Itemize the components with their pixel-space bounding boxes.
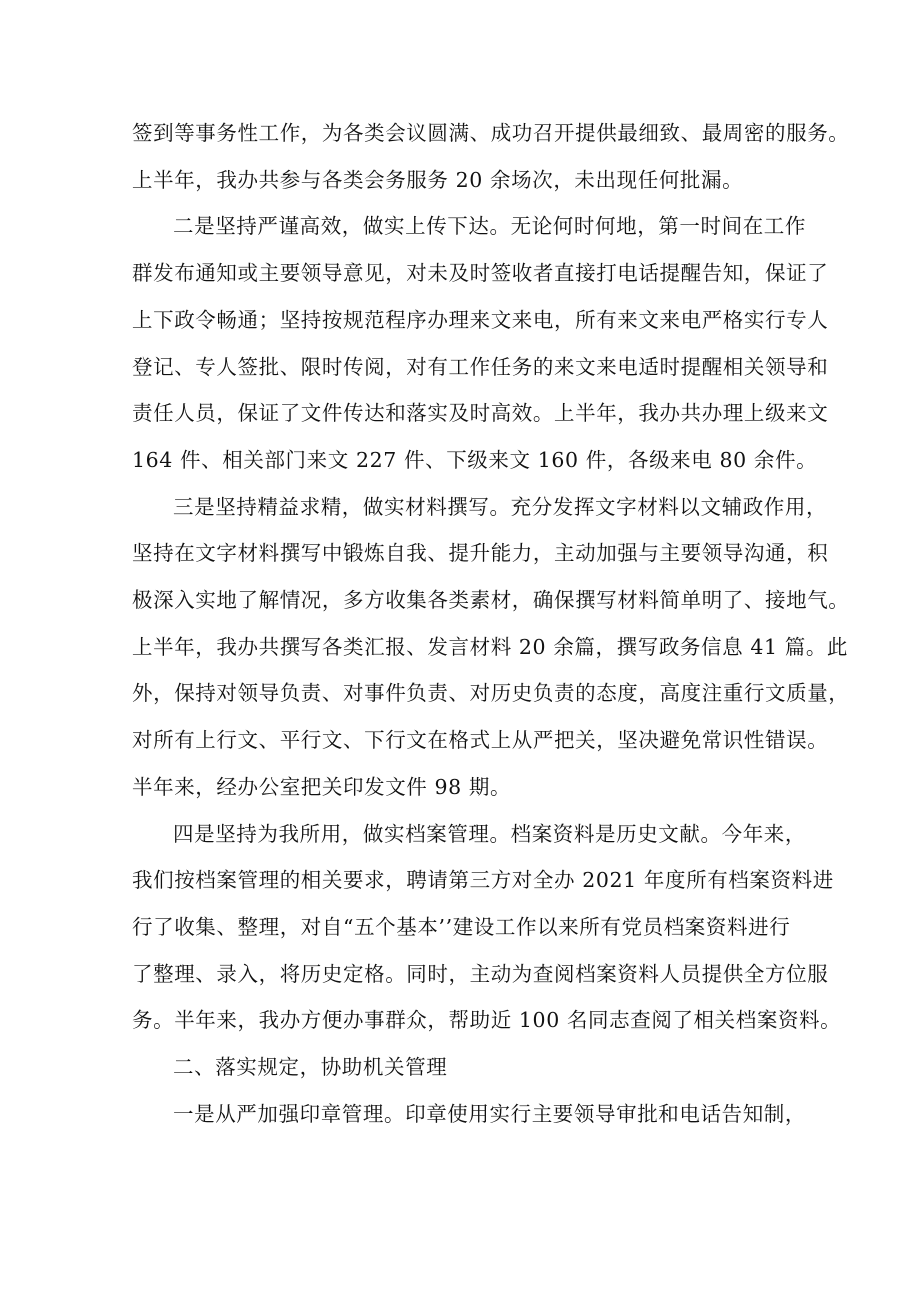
text-line: 务。半年来，我办方便办事群众，帮助近 100 名同志查阅了相关档案资料。 <box>132 1008 842 1033</box>
section-heading-agency-management <box>132 1044 802 1091</box>
text-line: 上半年，我办共参与各类会务服务 20 余场次，未出现任何批漏。 <box>132 167 744 192</box>
paragraph-material-writing <box>132 484 850 811</box>
text-line: 签到等事务性工作，为各类会议圆满、成功召开提供最细致、最周密的服务。 <box>132 121 850 145</box>
text-line: 坚持在文字材料撰写中锻炼自我、提升能力，主动加强与主要领导沟通，积 <box>132 541 829 566</box>
text-line: 164 件、相关部门来文 227 件、下级来文 160 件，各级来电 80 余件。 <box>132 447 818 472</box>
text-line: 行了收集、整理，对自“五个基本’’建设工作以来所有党员档案资料进行 <box>132 914 791 939</box>
text-line: 极深入实地了解情况，多方收集各类素材，确保撰写材料简单明了、接地气。 <box>132 588 850 613</box>
text-line: 上半年，我办共撰写各类汇报、发言材料 20 余篇，撰写政务信息 41 篇。此 <box>132 634 849 659</box>
text-line: 外，保持对领导负责、对事件负责、对历史负责的态度，高度注重行文质量， <box>132 681 850 706</box>
paragraph-document-transmission <box>132 203 829 483</box>
text-line: 上下政令畅通；坚持按规范程序办理来文来电，所有来文来电严格实行专人 <box>132 307 829 332</box>
text-line: 登记、专人签批、限时传阅，对有工作任务的来文来电适时提醒相关领导和 <box>132 354 829 379</box>
text-line: 责任人员，保证了文件传达和落实及时高效。上半年，我办共办理上级来文 <box>132 401 829 426</box>
paragraph-seal-management <box>132 1091 806 1138</box>
text-line: 二、落实规定，协助机关管理 <box>173 1055 448 1080</box>
text-line: 半年来，经办公室把关印发文件 98 期。 <box>132 774 512 799</box>
text-line: 我们按档案管理的相关要求，聘请第三方对全办 2021 年度所有档案资料进 <box>132 868 834 893</box>
text-line: 对所有上行文、平行文、下行文在格式上从严把关，坚决避免常识性错误。 <box>132 728 829 753</box>
paragraph-archive-management <box>132 811 842 1045</box>
text-line: 一是从严加强印章管理。印章使用实行主要领导审批和电话告知制， <box>173 1101 806 1126</box>
paragraph-meeting-service-continuation <box>132 110 850 203</box>
text-line: 群发布通知或主要领导意见，对未及时签收者直接打电话提醒告知，保证了 <box>132 261 829 286</box>
text-line: 了整理、录入，将历史定格。同时，主动为查阅档案资料人员提供全方位服 <box>132 961 829 986</box>
text-line: 二是坚持严谨高效，做实上传下达。无论何时何地，第一时间在工作 <box>173 214 806 239</box>
text-line: 三是坚持精益求精，做实材料撰写。充分发挥文字材料以文辅政作用， <box>173 494 828 519</box>
text-line: 四是坚持为我所用，做实档案管理。档案资料是历史文献。今年来， <box>173 821 806 846</box>
document-body <box>132 110 850 1137</box>
